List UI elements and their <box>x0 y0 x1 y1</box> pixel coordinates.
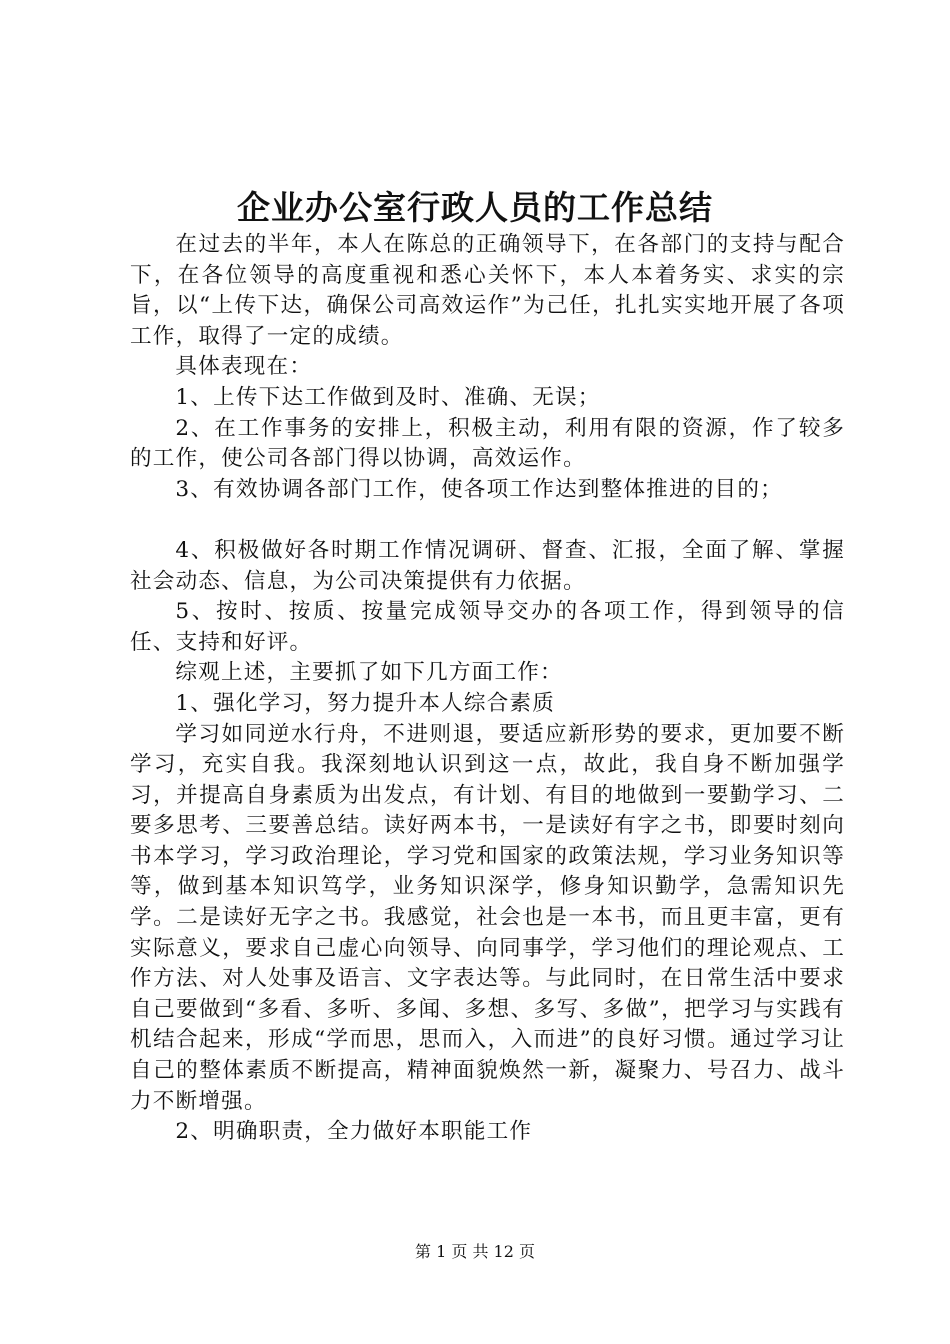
section-heading-2: 2、明确职责，全力做好本职能工作 <box>175 1119 533 1145</box>
paragraph-intro: 在过去的半年，本人在陈总的正确领导下，在各部门的支持与配合下，在各位领导的高度重视和悉心关怀下，本人本着务实、求实的宗旨，以“上传下达，确保公司高效运作”为己任，扎扎实实地开展了各项工作，取得了一定的成绩。 <box>130 232 845 349</box>
list-item-1: 1、上传下达工作做到及时、准确、无误； <box>175 384 601 410</box>
document-title: 企业办公室行政人员的工作总结 <box>237 188 713 227</box>
list-item-3: 3、有效协调各部门工作，使各项工作达到整体推进的目的； <box>175 476 783 502</box>
paragraph-spacer <box>130 505 845 536</box>
list-item-2: 2、在工作事务的安排上，积极主动，利用有限的资源，作了较多的工作，使公司各部门得以协调，高效运作。 <box>130 415 845 472</box>
paragraph-learning: 学习如同逆水行舟，不进则退，要适应新形势的要求，更加要不断学习，充实自我。我深刻地认识到这一点，故此，我自身不断加强学习，并提高自身素质为出发点，有计划、有目的地做到一要勤学习、二要多思考、三要善总结。读好两本书，一是读好有字之书，即要时刻向书本学习，学习政治理论，学习党和国家的政策法规，学习业务知识等等，做到基本知识笃学，业务知识深学，修身知识勤学，急需知识先学。二是读好无字之书。我感觉，社会也是一本书，而且更丰富，更有实际意义，要求自己虚心向领导、向同事学，学习他们的理论观点、工作方法、对人处事及语言、文字表达等。与此同时，在日常生活中要求自己要做到“多看、多听、多闻、多想、多写、多做”，把学习与实践有机结合起来，形成“学而思，思而入，入而进”的良好习惯。通过学习让自己的整体素质不断提高，精神面貌焕然一新，凝聚力、号召力、战斗力不断增强。 <box>130 721 845 1114</box>
document-body <box>130 230 845 1148</box>
page-number-footer: 第 1 页 共 12 页 <box>415 1242 535 1261</box>
list-item-4: 4、积极做好各时期工作情况调研、督查、汇报，全面了解、掌握社会动态、信息，为公司决策提供有力依据。 <box>130 537 845 594</box>
paragraph-performance-heading: 具体表现在： <box>175 354 313 380</box>
paragraph-summary-heading: 综观上述，主要抓了如下几方面工作： <box>175 660 563 686</box>
list-item-5: 5、按时、按质、按量完成领导交办的各项工作，得到领导的信任、支持和好评。 <box>130 599 845 655</box>
section-heading-1: 1、强化学习，努力提升本人综合素质 <box>175 690 555 716</box>
